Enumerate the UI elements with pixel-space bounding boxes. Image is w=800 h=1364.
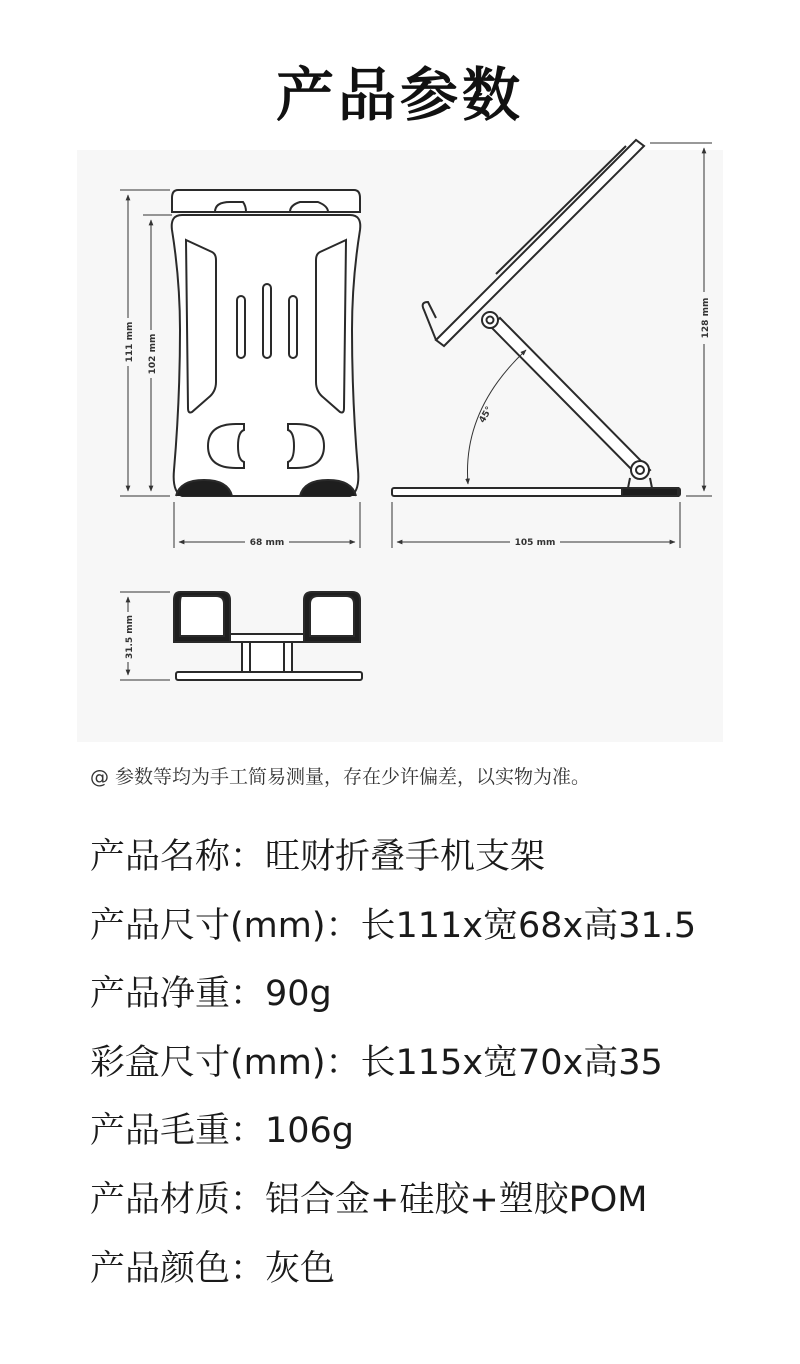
page-title: 产品参数: [275, 61, 524, 129]
spec-color: 产品颜色：灰色: [90, 1248, 336, 1289]
height-inner-label: 102 mm: [148, 333, 158, 375]
spec-gross-weight: 产品毛重：106g: [90, 1111, 355, 1152]
angle-indicator: [467, 350, 526, 484]
measurement-note: @ 参数等均为手工简易测量，存在少许偏差，以实物为准。: [90, 766, 591, 788]
spec-material: 产品材质：铝合金+硅胶+塑胶POM: [90, 1179, 648, 1220]
angle-label: 45°: [477, 405, 495, 425]
width-label: 68 mm: [249, 538, 285, 548]
spec-box-size: 彩盒尺寸(mm)：长115x宽70x高35: [90, 1042, 663, 1083]
spec-list: [90, 828, 696, 1308]
total-height-label: 128 mm: [701, 297, 711, 339]
spec-name: 产品名称：旺财折叠手机支架: [90, 837, 546, 877]
depth-label: 105 mm: [514, 538, 556, 548]
side-view: [392, 140, 680, 496]
folded-view: [174, 592, 362, 680]
front-view: [172, 190, 361, 496]
thickness-label: 31.5 mm: [125, 614, 135, 660]
spec-size: 产品尺寸(mm)：长111x宽68x高31.5: [90, 905, 697, 946]
spec-net-weight: 产品净重：90g: [90, 974, 332, 1015]
height-outer-label: 111 mm: [125, 321, 135, 363]
